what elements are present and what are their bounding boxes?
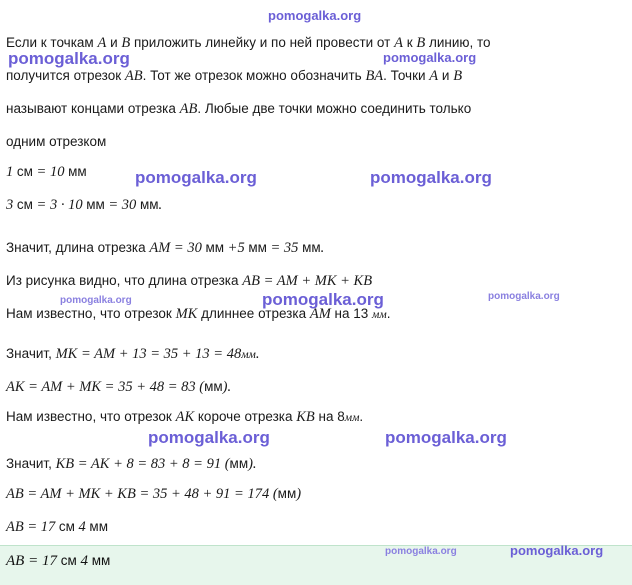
watermark-text: pomogalka.org bbox=[383, 50, 477, 65]
final-answer bbox=[6, 553, 110, 570]
math-expression: 4 bbox=[74, 519, 90, 535]
watermark-text: pomogalka.org bbox=[510, 543, 604, 558]
watermark-text: pomogalka.org bbox=[488, 291, 560, 302]
math-expression: MK bbox=[314, 273, 337, 289]
prose-text: Значит, длина отрезка bbox=[6, 240, 150, 255]
prose-text: короче отрезка bbox=[194, 409, 297, 424]
math-expression: AB bbox=[6, 519, 24, 535]
math-expression: AM bbox=[309, 306, 331, 322]
math-expression: = 35 + 48 = 83 ( bbox=[101, 379, 205, 395]
math-expression: . bbox=[320, 240, 325, 256]
math-expression: + bbox=[100, 486, 118, 502]
math-expression: + 8 = 83 + 8 = 91 ( bbox=[109, 456, 230, 472]
prose-text: мм bbox=[204, 379, 223, 394]
solution-line bbox=[6, 239, 324, 257]
watermark-text: pomogalka.org bbox=[385, 546, 457, 557]
prose-text: мм bbox=[229, 456, 249, 471]
watermark-text: pomogalka.org bbox=[268, 8, 362, 23]
prose-text: мм bbox=[91, 553, 111, 568]
math-expression: KB bbox=[296, 409, 315, 425]
math-expression: + bbox=[336, 273, 354, 289]
solution-line bbox=[6, 133, 106, 151]
math-expression: = 17 bbox=[24, 553, 61, 569]
math-expression: KB bbox=[353, 273, 373, 289]
math-expression: = 3 · 10 bbox=[32, 197, 87, 213]
prose-text: см bbox=[16, 197, 33, 212]
math-expression: MK bbox=[175, 306, 198, 322]
solution-line bbox=[6, 378, 231, 396]
math-expression: B bbox=[121, 35, 131, 51]
prose-text: . bbox=[386, 306, 391, 321]
prose-text: одним отрезком bbox=[6, 134, 107, 149]
math-expression: + 13 = 35 + 13 = 48 bbox=[115, 346, 242, 362]
math-expression: 1 bbox=[6, 164, 17, 180]
math-expression: B bbox=[453, 68, 463, 84]
solution-line bbox=[6, 485, 301, 503]
math-expression: 4 bbox=[76, 553, 92, 569]
prose-text: . bbox=[359, 409, 364, 424]
math-expression: AB bbox=[124, 68, 143, 84]
prose-text: Нам известно, что отрезок bbox=[6, 409, 176, 424]
prose-text: мм bbox=[86, 197, 105, 212]
math-expression: AK bbox=[175, 409, 195, 425]
math-expression: ). bbox=[248, 456, 257, 472]
math-expression: + bbox=[297, 273, 315, 289]
watermark-text: pomogalka.org bbox=[370, 168, 492, 187]
prose-text: Значит, bbox=[6, 346, 56, 361]
prose-text: и bbox=[106, 35, 122, 50]
math-expression: . bbox=[255, 346, 260, 362]
math-expression: MK bbox=[55, 346, 78, 362]
unit-text: мм bbox=[372, 309, 387, 321]
math-expression: = bbox=[74, 456, 91, 472]
solution-line bbox=[6, 196, 162, 214]
math-expression: BA bbox=[365, 68, 384, 84]
prose-text: мм bbox=[205, 240, 225, 255]
math-expression: AM bbox=[41, 379, 63, 395]
watermark-text: pomogalka.org bbox=[135, 168, 257, 187]
prose-text: получится отрезок bbox=[6, 68, 125, 83]
math-expression: = 30 bbox=[104, 197, 140, 213]
math-expression: KB bbox=[55, 456, 75, 472]
prose-text: . Тот же отрезок можно обозначить bbox=[142, 68, 366, 83]
prose-text: линию, то bbox=[425, 35, 491, 50]
unit-text: мм bbox=[344, 412, 360, 424]
math-expression: = bbox=[259, 273, 277, 289]
prose-text: на 8 bbox=[314, 409, 345, 424]
prose-text: Значит, bbox=[6, 456, 56, 471]
watermark-text: pomogalka.org bbox=[262, 290, 384, 309]
math-expression: +5 bbox=[224, 240, 249, 256]
prose-text: см bbox=[58, 519, 75, 534]
solution-line bbox=[6, 272, 372, 290]
solution-line bbox=[6, 100, 471, 118]
math-expression: A bbox=[429, 68, 439, 84]
prose-text: мм bbox=[68, 164, 87, 179]
prose-text: см bbox=[16, 164, 33, 179]
math-expression: AM bbox=[276, 273, 298, 289]
math-expression: AK bbox=[90, 456, 110, 472]
math-expression: ). bbox=[222, 379, 232, 395]
math-expression: = 10 bbox=[32, 164, 69, 180]
math-expression: MK bbox=[79, 379, 102, 395]
math-expression: = 35 + 48 + 91 = 174 ( bbox=[135, 486, 278, 502]
watermark-text: pomogalka.org bbox=[385, 428, 507, 447]
math-expression: KB bbox=[117, 486, 136, 502]
prose-text: мм bbox=[139, 197, 159, 212]
prose-text: приложить линейку и по ней провести от bbox=[130, 35, 395, 50]
watermark-text: pomogalka.org bbox=[60, 295, 132, 306]
math-expression: = 17 bbox=[23, 519, 59, 535]
solution-line bbox=[6, 345, 260, 364]
solution-line bbox=[6, 408, 363, 427]
prose-text: мм bbox=[277, 486, 297, 501]
math-expression: = bbox=[23, 486, 41, 502]
math-expression: = bbox=[24, 379, 42, 395]
math-expression: 3 bbox=[6, 197, 17, 213]
math-expression: AB bbox=[6, 486, 24, 502]
prose-text: мм bbox=[89, 519, 108, 534]
math-expression: AM bbox=[94, 346, 116, 362]
prose-text: называют концами отрезка bbox=[6, 101, 180, 116]
solution-line bbox=[6, 67, 462, 85]
math-expression: = 30 bbox=[170, 240, 206, 256]
watermark-text: pomogalka.org bbox=[8, 49, 130, 68]
prose-text: к bbox=[402, 35, 417, 50]
solution-line bbox=[6, 305, 390, 324]
math-expression: AB bbox=[6, 553, 25, 569]
prose-text: длиннее отрезка bbox=[197, 306, 310, 321]
math-expression: = bbox=[77, 346, 95, 362]
math-expression: + bbox=[61, 486, 79, 502]
prose-text: Из рисунка видно, что длина отрезка bbox=[6, 273, 243, 288]
prose-text: . Любые две точки можно соединить только bbox=[197, 101, 472, 116]
solution-line bbox=[6, 518, 108, 536]
math-expression: . bbox=[158, 197, 163, 213]
prose-text: мм bbox=[248, 240, 267, 255]
watermark-text: pomogalka.org bbox=[148, 428, 270, 447]
solution-line bbox=[6, 163, 87, 181]
prose-text: и bbox=[438, 68, 454, 83]
prose-text: Нам известно, что отрезок bbox=[6, 306, 176, 321]
math-expression: = 35 bbox=[266, 240, 303, 256]
unit-text: мм bbox=[241, 349, 256, 361]
math-expression: A bbox=[394, 35, 403, 51]
math-expression: AM bbox=[40, 486, 62, 502]
math-expression: AK bbox=[6, 379, 25, 395]
math-expression: B bbox=[416, 35, 426, 51]
math-expression: AM bbox=[149, 240, 171, 256]
prose-text: Если к точкам bbox=[6, 35, 98, 50]
math-expression: A bbox=[97, 35, 107, 51]
prose-text: мм bbox=[302, 240, 321, 255]
prose-text: . Точки bbox=[383, 68, 430, 83]
solution-line bbox=[6, 34, 491, 52]
solution-line bbox=[6, 455, 257, 473]
math-expression: ) bbox=[296, 486, 302, 502]
prose-text: на 13 bbox=[330, 306, 373, 321]
math-expression: MK bbox=[78, 486, 101, 502]
math-expression: + bbox=[62, 379, 80, 395]
prose-text: см bbox=[60, 553, 77, 568]
math-expression: AB bbox=[179, 101, 198, 117]
math-expression: AB bbox=[242, 273, 260, 289]
